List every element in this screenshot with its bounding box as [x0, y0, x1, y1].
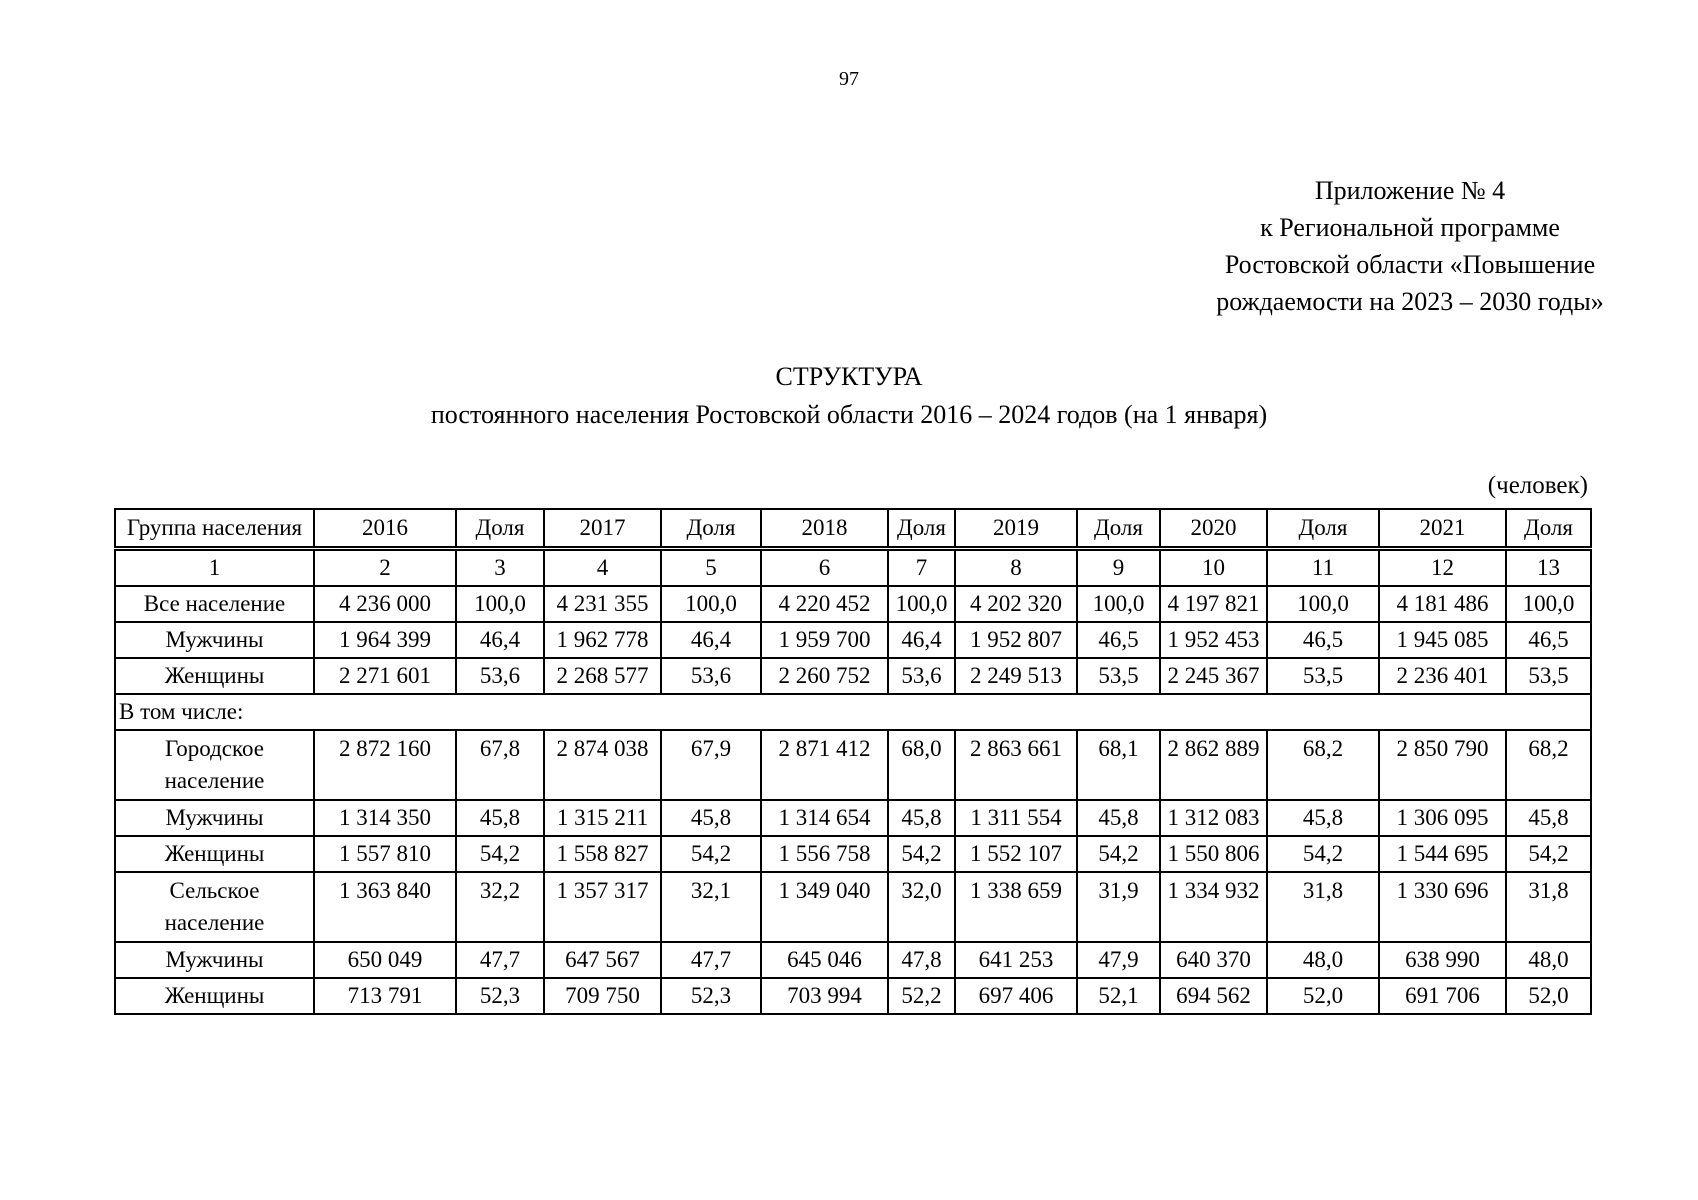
- table-cell: 2: [314, 549, 456, 587]
- table-cell: 32,1: [661, 872, 761, 942]
- table-cell: 1 964 399: [314, 622, 456, 658]
- table-cell: 10: [1160, 549, 1267, 587]
- table-cell: Доля: [661, 509, 761, 549]
- table-cell: 2 850 790: [1379, 730, 1506, 800]
- table-cell: 11: [1267, 549, 1379, 587]
- table-cell: 5: [661, 549, 761, 587]
- table-cell: 1 338 659: [955, 872, 1077, 942]
- row-label-cell: Городское население: [115, 730, 314, 800]
- table-cell: 54,2: [456, 836, 544, 872]
- appendix-line: к Региональной программе: [1260, 213, 1560, 242]
- population-table: [114, 508, 1592, 1015]
- table-cell: 1 314 350: [314, 800, 456, 836]
- table-cell: 1 349 040: [761, 872, 888, 942]
- table-cell: 45,8: [888, 800, 955, 836]
- table-row: [115, 978, 1591, 1014]
- table-cell: 8: [955, 549, 1077, 587]
- table-row: [115, 836, 1591, 872]
- table-cell: 47,8: [888, 942, 955, 978]
- table-cell: 100,0: [1267, 586, 1379, 622]
- table-cell: 4 236 000: [314, 586, 456, 622]
- table-cell: 1 952 807: [955, 622, 1077, 658]
- document-title: СТРУКТУРА: [775, 362, 923, 391]
- table-cell: 31,8: [1267, 872, 1379, 942]
- table-cell: 4 202 320: [955, 586, 1077, 622]
- table-cell: 1 306 095: [1379, 800, 1506, 836]
- table-cell: 1 550 806: [1160, 836, 1267, 872]
- table-cell: 32,0: [888, 872, 955, 942]
- table-cell: 67,8: [456, 730, 544, 800]
- row-label-cell: Женщины: [115, 658, 314, 694]
- table-cell: 53,5: [1267, 658, 1379, 694]
- table-cell: 54,2: [1077, 836, 1160, 872]
- table-cell: 31,8: [1506, 872, 1591, 942]
- row-label-cell: Женщины: [115, 978, 314, 1014]
- table-cell: 2 862 889: [1160, 730, 1267, 800]
- table-cell: 2 260 752: [761, 658, 888, 694]
- table-cell: 4: [544, 549, 661, 587]
- table-cell: 2017: [544, 509, 661, 549]
- table-cell: 46,4: [456, 622, 544, 658]
- table-cell: 697 406: [955, 978, 1077, 1014]
- table-cell: 2 863 661: [955, 730, 1077, 800]
- table-cell: 1 330 696: [1379, 872, 1506, 942]
- table-cell: 52,1: [1077, 978, 1160, 1014]
- table-row: [115, 942, 1591, 978]
- table-cell: 9: [1077, 549, 1160, 587]
- table-cell: 47,7: [456, 942, 544, 978]
- table-cell: 1 357 317: [544, 872, 661, 942]
- table-cell: 52,2: [888, 978, 955, 1014]
- table-cell: 1 315 211: [544, 800, 661, 836]
- row-label-cell: Все население: [115, 586, 314, 622]
- table-cell: 1 557 810: [314, 836, 456, 872]
- table-cell: Группа населения: [115, 509, 314, 549]
- table-cell: 45,8: [456, 800, 544, 836]
- table-cell: 650 049: [314, 942, 456, 978]
- table-cell: 13: [1506, 549, 1591, 587]
- table-cell: 1 312 083: [1160, 800, 1267, 836]
- table-cell: 2 872 160: [314, 730, 456, 800]
- table-cell: Доля: [1506, 509, 1591, 549]
- table-row: [115, 872, 1591, 942]
- table-cell: 68,2: [1267, 730, 1379, 800]
- table-cell: Доля: [456, 509, 544, 549]
- table-cell: 2 268 577: [544, 658, 661, 694]
- table-cell: 1 945 085: [1379, 622, 1506, 658]
- table-cell: 54,2: [1267, 836, 1379, 872]
- table-cell: 47,7: [661, 942, 761, 978]
- table-cell: 100,0: [1077, 586, 1160, 622]
- table-cell: 68,2: [1506, 730, 1591, 800]
- table-cell: 1 558 827: [544, 836, 661, 872]
- table-cell: 703 994: [761, 978, 888, 1014]
- table-row: [115, 586, 1591, 622]
- appendix-line: Ростовской области «Повышение: [1224, 250, 1596, 279]
- table-row: [115, 658, 1591, 694]
- table-cell: 2016: [314, 509, 456, 549]
- table-cell: 52,3: [661, 978, 761, 1014]
- table-cell: 68,1: [1077, 730, 1160, 800]
- row-label-cell: Сельское население: [115, 872, 314, 942]
- table-cell: 47,9: [1077, 942, 1160, 978]
- table-cell: 53,6: [888, 658, 955, 694]
- table-cell: Доля: [1077, 509, 1160, 549]
- table-cell: 4 231 355: [544, 586, 661, 622]
- table-row: [115, 730, 1591, 800]
- table-cell: 45,8: [1506, 800, 1591, 836]
- table-cell: 709 750: [544, 978, 661, 1014]
- table-cell: 2020: [1160, 509, 1267, 549]
- table-cell: 2 236 401: [1379, 658, 1506, 694]
- table-cell: 100,0: [456, 586, 544, 622]
- table-cell: 1 544 695: [1379, 836, 1506, 872]
- table-cell: 2021: [1379, 509, 1506, 549]
- table-cell: 2 249 513: [955, 658, 1077, 694]
- table-cell: 54,2: [661, 836, 761, 872]
- table-cell: 1 334 932: [1160, 872, 1267, 942]
- table-cell: 52,0: [1267, 978, 1379, 1014]
- table-cell: 1 552 107: [955, 836, 1077, 872]
- table-cell: 46,5: [1506, 622, 1591, 658]
- table-cell: 48,0: [1506, 942, 1591, 978]
- table-cell: 45,8: [1077, 800, 1160, 836]
- table-cell: 638 990: [1379, 942, 1506, 978]
- table-section-row: [115, 694, 1591, 730]
- table-cell: 2 874 038: [544, 730, 661, 800]
- appendix-line: рождаемости на 2023 – 2030 годы»: [1216, 287, 1604, 316]
- table-cell: 647 567: [544, 942, 661, 978]
- table-cell: 7: [888, 549, 955, 587]
- table-cell: 4 181 486: [1379, 586, 1506, 622]
- table-cell: 1 959 700: [761, 622, 888, 658]
- table-cell: 2 245 367: [1160, 658, 1267, 694]
- table-cell: 1 314 654: [761, 800, 888, 836]
- table-cell: 46,4: [888, 622, 955, 658]
- appendix-line: Приложение № 4: [1314, 176, 1506, 205]
- table-cell: 54,2: [1506, 836, 1591, 872]
- table-cell: 53,6: [661, 658, 761, 694]
- table-cell: 31,9: [1077, 872, 1160, 942]
- row-label-cell: Мужчины: [115, 800, 314, 836]
- appendix-note: [1100, 172, 1698, 320]
- table-cell: 12: [1379, 549, 1506, 587]
- table-cell: 1 311 554: [955, 800, 1077, 836]
- document-subtitle: постоянного населения Ростовской области 2016 – 2024 годов (на 1 января): [430, 400, 1268, 429]
- table-cell: 45,8: [1267, 800, 1379, 836]
- table-cell: 694 562: [1160, 978, 1267, 1014]
- table-cell: 691 706: [1379, 978, 1506, 1014]
- table-cell: 46,5: [1077, 622, 1160, 658]
- table-cell: 1 952 453: [1160, 622, 1267, 658]
- table-cell: 32,2: [456, 872, 544, 942]
- table-cell: 100,0: [1506, 586, 1591, 622]
- table-cell: 1 556 758: [761, 836, 888, 872]
- row-label-cell: Женщины: [115, 836, 314, 872]
- table-cell: 48,0: [1267, 942, 1379, 978]
- table-cell: 645 046: [761, 942, 888, 978]
- table-cell: 54,2: [888, 836, 955, 872]
- table-cell: 68,0: [888, 730, 955, 800]
- table-cell: 45,8: [661, 800, 761, 836]
- table-cell: 4 197 821: [1160, 586, 1267, 622]
- row-label-cell: Мужчины: [115, 942, 314, 978]
- row-label-cell: Мужчины: [115, 622, 314, 658]
- table-cell: 4 220 452: [761, 586, 888, 622]
- table-cell: Доля: [888, 509, 955, 549]
- units-label: (человек): [1487, 472, 1588, 499]
- table-cell: 1 962 778: [544, 622, 661, 658]
- document-title-block: [0, 358, 1698, 434]
- table-cell: 2018: [761, 509, 888, 549]
- table-cell: 53,6: [456, 658, 544, 694]
- table-cell: 46,5: [1267, 622, 1379, 658]
- table-cell: 3: [456, 549, 544, 587]
- table-cell: 53,5: [1077, 658, 1160, 694]
- table-cell: 100,0: [888, 586, 955, 622]
- table-cell: 1 363 840: [314, 872, 456, 942]
- table-cell: 713 791: [314, 978, 456, 1014]
- table-cell: 52,0: [1506, 978, 1591, 1014]
- table-cell: 2 271 601: [314, 658, 456, 694]
- table-cell: 52,3: [456, 978, 544, 1014]
- table-column-numbers-row: [115, 549, 1591, 587]
- page-number: 97: [839, 68, 859, 90]
- table-cell: 2019: [955, 509, 1077, 549]
- table-cell: 46,4: [661, 622, 761, 658]
- table-row: [115, 622, 1591, 658]
- table-cell: Доля: [1267, 509, 1379, 549]
- table-cell: 641 253: [955, 942, 1077, 978]
- table-cell: 640 370: [1160, 942, 1267, 978]
- table-cell: 53,5: [1506, 658, 1591, 694]
- table-cell: 67,9: [661, 730, 761, 800]
- table-cell: 100,0: [661, 586, 761, 622]
- table-cell: 1: [115, 549, 314, 587]
- table-row: [115, 800, 1591, 836]
- table-cell: 2 871 412: [761, 730, 888, 800]
- section-label: В том числе:: [115, 694, 1591, 730]
- table-cell: 6: [761, 549, 888, 587]
- table-header-row: [115, 509, 1591, 549]
